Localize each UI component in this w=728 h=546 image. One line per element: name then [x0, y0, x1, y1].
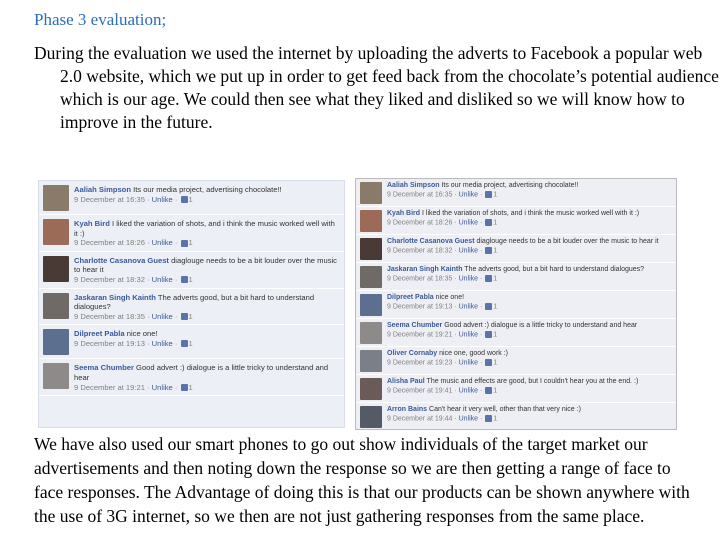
- comment-text: The music and effects are good, but I couldn't hear you at the end. :): [424, 378, 639, 385]
- comment-meta: 9 December at 16:35 · Unlike · 1: [387, 190, 498, 198]
- avatar[interactable]: [360, 322, 382, 344]
- like-count[interactable]: 1: [188, 382, 193, 392]
- like-thumb-icon: [181, 384, 188, 391]
- facebook-comments-screenshot-left: [38, 180, 345, 428]
- comment-text: I liked the variation of shots, and i think the music worked well with it :): [74, 219, 335, 238]
- avatar[interactable]: [43, 363, 69, 389]
- commenter-name[interactable]: Seema Chumber: [387, 322, 443, 329]
- comment-timestamp: 9 December at 19:41: [387, 386, 453, 394]
- like-thumb-icon: [181, 196, 188, 203]
- comment-meta: 9 December at 18:26 · Unlike · 1: [387, 218, 498, 226]
- comment-item: [356, 347, 676, 375]
- commenter-name[interactable]: Kyah Bird: [74, 219, 110, 228]
- avatar[interactable]: [360, 210, 382, 232]
- unlike-link[interactable]: Unlike: [151, 194, 173, 204]
- unlike-link[interactable]: Unlike: [458, 274, 479, 282]
- comment-text: I liked the variation of shots, and i think the music worked well with it :): [420, 210, 640, 217]
- comment-text: nice one!: [433, 294, 465, 301]
- commenter-name[interactable]: Aaliah Simpson: [74, 185, 131, 194]
- comment-item: [356, 375, 676, 403]
- comment-text: nice one!: [124, 329, 158, 339]
- comment-item: [356, 291, 676, 319]
- comment-item: [356, 179, 676, 207]
- like-count[interactable]: 1: [493, 246, 498, 254]
- like-thumb-icon: [485, 219, 492, 226]
- comment-timestamp: 9 December at 18:35: [387, 274, 453, 282]
- like-count[interactable]: 1: [188, 311, 193, 321]
- avatar[interactable]: [360, 238, 382, 260]
- comment-timestamp: 9 December at 18:32: [74, 274, 145, 284]
- unlike-link[interactable]: Unlike: [458, 302, 479, 310]
- facebook-comments-screenshot-right: [355, 178, 677, 430]
- unlike-link[interactable]: Unlike: [151, 338, 173, 348]
- comment-item: [39, 325, 344, 359]
- comment-timestamp: 9 December at 16:35: [74, 194, 145, 204]
- comment-timestamp: 9 December at 19:23: [387, 358, 453, 366]
- comment-timestamp: 9 December at 18:26: [387, 218, 453, 226]
- like-count[interactable]: 1: [493, 302, 498, 310]
- commenter-name[interactable]: Alisha Paul: [387, 378, 425, 385]
- comment-text: Good advert :) dialogue is a little tricky to understand and hear: [442, 322, 638, 329]
- comment-text: nice one, good work :): [437, 350, 509, 357]
- like-thumb-icon: [485, 275, 492, 282]
- like-count[interactable]: 1: [493, 330, 498, 338]
- like-thumb-icon: [181, 240, 188, 247]
- evaluation-paragraph: During the evaluation we used the internet by uploading the adverts to Facebook a popular web 2.0 website, which we put up in order to get feed back from the chocolate’s potential audience which is our age. We could then see what they liked and disliked so we will know how to improve in the future.: [34, 43, 719, 132]
- comment-item: [356, 403, 676, 430]
- comment-text: The adverts good, but a bit hard to understand dialogues?: [462, 266, 645, 273]
- comment-item: [356, 235, 676, 263]
- avatar[interactable]: [43, 185, 69, 211]
- comment-text: Can't hear it very well, other than that very nice :): [427, 406, 581, 413]
- comment-item: [356, 263, 676, 291]
- comment-meta: 9 December at 19:41 · Unlike · 1: [387, 386, 498, 394]
- comment-timestamp: 9 December at 18:35: [74, 311, 145, 321]
- comment-timestamp: 9 December at 16:35: [387, 190, 453, 198]
- comment-meta: 9 December at 18:35 · Unlike · 1: [74, 311, 193, 321]
- smartphone-paragraph: We have also used our smart phones to go out show individuals of the target market our advertisements and then noting down the response so we are then getting a range of face to face responses. The Advantage of doing this is that our products can be shown anywhere with the use of 3G internet, so we then are not just gathering responses from the same place.: [34, 434, 690, 526]
- comment-text: diaglouge needs to be a bit louder over the music to hear it: [74, 255, 337, 275]
- like-thumb-icon: [485, 191, 492, 198]
- avatar[interactable]: [360, 182, 382, 204]
- like-count[interactable]: 1: [188, 194, 193, 204]
- comment-item: [39, 215, 344, 252]
- comment-text: diaglouge needs to be a bit louder over the music to hear it: [474, 238, 659, 245]
- comment-timestamp: 9 December at 19:21: [387, 330, 453, 338]
- comment-meta: 9 December at 19:44 · Unlike · 1: [387, 414, 498, 422]
- commenter-name[interactable]: Oliver Cornaby: [387, 350, 438, 357]
- like-count[interactable]: 1: [493, 414, 498, 422]
- comment-timestamp: 9 December at 18:32: [387, 246, 453, 254]
- comment-text: Good advert :) dialogue is a little tricky to understand and hear: [74, 363, 329, 382]
- comment-timestamp: 9 December at 18:26: [74, 238, 145, 248]
- comment-timestamp: 9 December at 19:21: [74, 382, 145, 392]
- like-thumb-icon: [485, 359, 492, 366]
- avatar[interactable]: [43, 219, 69, 245]
- comment-item: [39, 289, 344, 326]
- like-count[interactable]: 1: [188, 338, 193, 348]
- unlike-link[interactable]: Unlike: [151, 311, 173, 321]
- comment-timestamp: 9 December at 19:13: [387, 302, 453, 310]
- like-count[interactable]: 1: [493, 218, 498, 226]
- avatar[interactable]: [43, 256, 69, 282]
- like-count[interactable]: 1: [188, 274, 193, 284]
- like-thumb-icon: [181, 340, 188, 347]
- comment-meta: 9 December at 18:35 · Unlike · 1: [387, 274, 498, 282]
- like-count[interactable]: 1: [493, 358, 498, 366]
- avatar[interactable]: [43, 293, 69, 319]
- comment-item: [356, 207, 676, 235]
- comment-meta: 9 December at 19:13 · Unlike · 1: [74, 338, 193, 348]
- unlike-link[interactable]: Unlike: [458, 358, 479, 366]
- like-thumb-icon: [485, 331, 492, 338]
- comment-timestamp: 9 December at 19:44: [387, 414, 453, 422]
- comment-meta: 9 December at 19:13 · Unlike · 1: [387, 302, 498, 310]
- unlike-link[interactable]: Unlike: [151, 238, 173, 248]
- comment-timestamp: 9 December at 19:13: [74, 338, 145, 348]
- like-count[interactable]: 1: [493, 274, 498, 282]
- avatar[interactable]: [360, 294, 382, 316]
- like-count[interactable]: 1: [493, 386, 498, 394]
- commenter-name[interactable]: Dilpreet Pabla: [387, 294, 434, 301]
- unlike-link[interactable]: Unlike: [458, 386, 479, 394]
- comment-meta: 9 December at 19:21 · Unlike · 1: [387, 330, 498, 338]
- comment-item: [356, 319, 676, 347]
- comment-item: [39, 181, 344, 215]
- avatar[interactable]: [43, 329, 69, 355]
- comment-meta: 9 December at 16:35 · Unlike · 1: [74, 194, 193, 204]
- comment-meta: 9 December at 18:26 · Unlike · 1: [74, 238, 193, 248]
- section-heading: Phase 3 evaluation;: [34, 10, 167, 29]
- unlike-link[interactable]: Unlike: [151, 274, 173, 284]
- avatar[interactable]: [360, 378, 382, 400]
- comment-text: Its our media project, advertising chocolate!!: [130, 185, 282, 194]
- comment-meta: 9 December at 19:21 · Unlike · 1: [74, 382, 193, 392]
- comment-item: [39, 359, 344, 396]
- like-thumb-icon: [181, 276, 188, 283]
- commenter-name[interactable]: Kyah Bird: [387, 210, 421, 217]
- commenter-name[interactable]: Dilpreet Pabla: [74, 329, 125, 339]
- unlike-link[interactable]: Unlike: [458, 330, 479, 338]
- like-thumb-icon: [181, 313, 188, 320]
- commenter-name[interactable]: Charlotte Casanova Guest: [387, 238, 475, 245]
- like-thumb-icon: [485, 247, 492, 254]
- like-count[interactable]: 1: [188, 238, 193, 248]
- comment-text: Its our media project, advertising chocolate!!: [439, 182, 579, 189]
- avatar[interactable]: [360, 350, 382, 372]
- comment-meta: 9 December at 19:23 · Unlike · 1: [387, 358, 498, 366]
- unlike-link[interactable]: Unlike: [458, 190, 479, 198]
- unlike-link[interactable]: Unlike: [458, 218, 479, 226]
- commenter-name[interactable]: Seema Chumber: [74, 363, 134, 373]
- like-count[interactable]: 1: [493, 190, 498, 198]
- commenter-name[interactable]: Jaskaran Singh Kainth: [74, 292, 156, 302]
- comment-meta: 9 December at 18:32 · Unlike · 1: [387, 246, 498, 254]
- unlike-link[interactable]: Unlike: [458, 246, 479, 254]
- comment-item: [39, 252, 344, 289]
- commenter-name[interactable]: Jaskaran Singh Kainth: [387, 266, 463, 273]
- avatar[interactable]: [360, 266, 382, 288]
- unlike-link[interactable]: Unlike: [151, 382, 173, 392]
- commenter-name[interactable]: Aaliah Simpson: [387, 182, 440, 189]
- like-thumb-icon: [485, 303, 492, 310]
- like-thumb-icon: [485, 415, 492, 422]
- commenter-name[interactable]: Arron Bains: [387, 406, 428, 413]
- comment-meta: 9 December at 18:32 · Unlike · 1: [74, 274, 193, 284]
- unlike-link[interactable]: Unlike: [458, 414, 479, 422]
- commenter-name[interactable]: Charlotte Casanova Guest: [74, 255, 169, 265]
- like-thumb-icon: [485, 387, 492, 394]
- comment-text: The adverts good, but a bit hard to understand dialogues?: [74, 292, 315, 312]
- avatar[interactable]: [360, 406, 382, 428]
